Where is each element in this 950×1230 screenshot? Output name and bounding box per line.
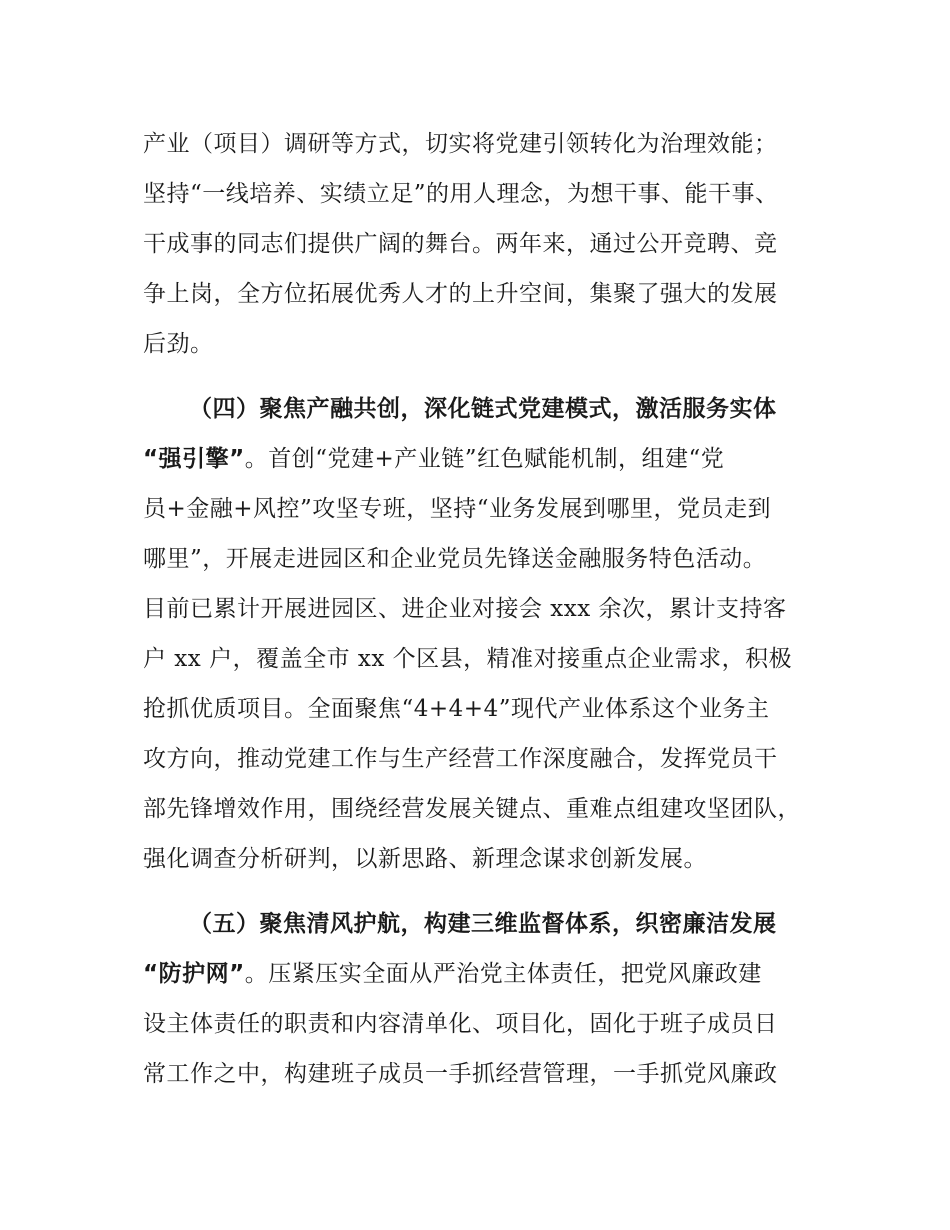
section-4-line-2 [143,444,724,474]
paragraph-line: 常工作之中，构建班子成员一手抓经营管理，一手抓党风廉政 [143,1061,778,1087]
section-5-line-2 [143,959,762,989]
section-5-heading-tail: “防护网” [143,961,245,987]
paragraph-line: 后劲。 [143,331,214,357]
paragraph-line: 哪里”，开展走进园区和企业党员先锋送金融服务特色活动。 [143,546,767,572]
paragraph-line: 坚持“一线培养、实绩立足”的用人理念，为想干事、能干事、 [143,181,779,207]
paragraph-line: 抢抓优质项目。全面聚焦“4+4+4”现代产业体系这个业务主 [143,696,770,722]
paragraph-line: 产业（项目）调研等方式，切实将党建引领转化为治理效能； [143,131,778,157]
section-4-heading: （四）聚焦产融共创，深化链式党建模式，激活服务实体 [189,396,777,422]
section-5-heading: （五）聚焦清风护航，构建三维监督体系，织密廉洁发展 [189,911,777,937]
section-4-line-2-text: 。首创“党建+产业链”红色赋能机制，组建“党 [244,446,725,472]
paragraph-line: 设主体责任的职责和内容清单化、项目化，固化于班子成员日 [143,1011,778,1037]
paragraph-line: 干成事的同志们提供广阔的舞台。两年来，通过公开竞聘、竞 [143,231,778,257]
paragraph-line: 攻方向，推动党建工作与生产经营工作深度融合，发挥党员干 [143,746,778,772]
paragraph-line: 强化调查分析研判，以新思路、新理念谋求创新发展。 [143,846,707,872]
paragraph-line: 户 xx 户，覆盖全市 xx 个区县，精准对接重点企业需求，积极 [143,646,793,672]
paragraph-line: 员+金融+风控”攻坚专班，坚持“业务发展到哪里，党员走到 [143,496,772,522]
paragraph-line: 目前已累计开展进园区、进企业对接会 xxx 余次，累计支持客 [143,596,787,622]
paragraph-line: 争上岗，全方位拓展优秀人才的上升空间，集聚了强大的发展 [143,281,778,307]
paragraph-line: 部先锋增效作用，围绕经营发展关键点、重难点组建攻坚团队， [143,796,801,822]
section-5-line-2-text: 。压紧压实全面从严治党主体责任，把党风廉政建 [244,961,762,987]
section-4-heading-tail: “强引擎” [143,446,245,472]
